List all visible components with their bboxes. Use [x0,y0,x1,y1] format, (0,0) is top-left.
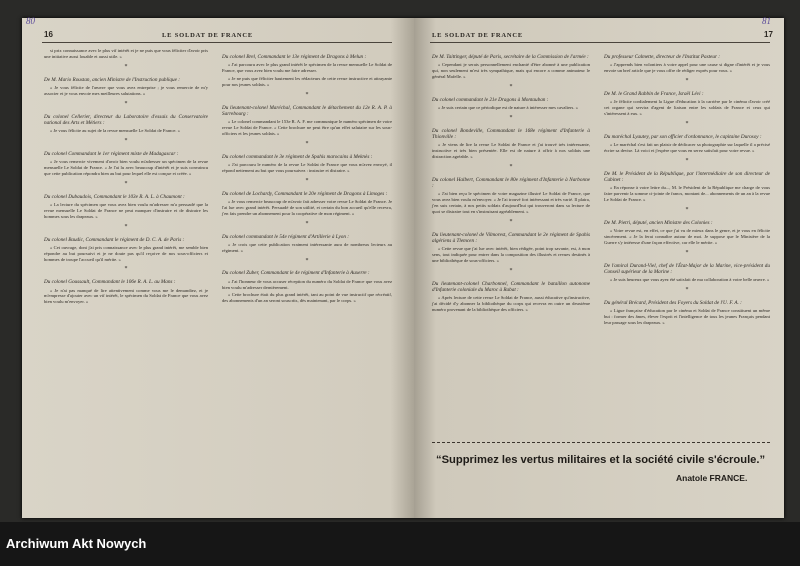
quote-divider [432,442,770,443]
section-separator: * [305,257,309,264]
section-separator: * [124,223,128,230]
section-separator: * [305,91,309,98]
section-separator: * [124,100,128,107]
letter-heading: Du colonel Goussault, Commandant le 106e R. A. L. au Mans : [44,279,176,286]
letter-paragraph: « J'ai parcouru avec le plus grand intérêt le spécimen de la revue mensuelle Le Soldat de France, que vous avez bien voulu me faire adresser. [222,62,392,74]
letter-paragraph: « Je félicite cordialement la Ligue d'éducation à la carrière par le cinéma d'avoir créé cet organe qui servira d'agent de liaison entre les soldats de France et ceux qui s'intéressent à eux. » [604,99,770,116]
letter-heading: Du professeur Calmette, directeur de l'Institut Pasteur : [604,54,720,60]
letter-paragraph: « Je vous remercie beaucoup de m'avoir fait adresser votre revue Le Soldat de France. Je l'ai lue avec grand intérêt. Persuadé de son utilité, et certain du bon accueil qu'elle recevra, j'en fais prendre un abonnement pour la coopérative de mon régiment. » [222,198,392,216]
running-head-left: LE SOLDAT DE FRANCE [162,32,253,39]
letter-paragraph: « J'ai bien reçu le spécimen de votre magazine illustré Le Soldat de France, que vous avez bien voulu m'envoyer. « Je l'ai trouvé fort intéressant et très varié. Il plaira, j'en suis certain, à nos petits soldats d'aujourd'hui qui trouveront dans sa lecture de quoi se distraire tout en s'instruisant agréablement. » [432,191,590,214]
section-separator: * [124,180,128,187]
handwritten-page-mark-left: 80 [26,16,35,26]
right-page [414,18,784,518]
letter-paragraph: « Cet ouvrage, dont j'ai pris connaissance avec le plus grand intérêt, me semble bien répondre au but poursuivi et je ne doute pas qu'il reçoive de nos sous-officiers et hommes de troupe l'accueil qu'il mérite. » [44,244,208,262]
letter-paragraph: « En réponse à votre lettre du..., M. le Président de la République me charge de vous faire parvenir la somme ci-jointe de francs, montant de... abonnements de un an à la revue Le Soldat de France. » [604,185,770,202]
letter-heading: Du lieutenant-colonel de Vilmorest, Commandant le 2e régiment de Spahis algériens à Tlemcen : [432,231,590,245]
letter-paragraph: « J'ai l'honneur de vous accuser réception du numéro du Soldat de France que vous avez bien voulu m'adresser dernièrement. [222,278,392,290]
section-separator: * [305,140,309,147]
section-separator: * [305,220,309,227]
letter-heading: De l'amiral Durand-Viel, chef de l'État-Major de la Marine, vice-président du Conseil supérieur de la Marine : [604,262,770,275]
letter-paragraph: « Je viens de lire la revue Le Soldat de France et j'ai trouvé très intéressante, instructive et très bien présentée. Elle est de nature à offrir à nos soldats une distraction agréable. » [432,142,590,160]
section-separator: * [685,249,689,256]
section-separator: * [305,177,309,184]
letter-paragraph: « J'apprends bien volontiers à votre appel pour une cause si digne d'intérêt et je vous envoie un bref article que je vous offre de rédiger exprès pour vous. » [604,62,770,74]
section-separator: * [685,157,689,164]
letter-heading: Du colonel Bondeville, Commandant le 168e régiment d'Infanterie à Thionville : [432,127,590,141]
letter-heading: De M. Pietri, député, ancien Ministre des Colonies : [604,219,713,226]
letter-heading: Du colonel commandant le 54e régiment d'Artillerie à Lyon : [222,233,350,240]
letter-paragraph: « Cette revue que j'ai lue avec intérêt, bien rédigée, point trop savante, est, à mon sens, tout indiquée pour entrer dans la composition des illustrés et revues destinés à une bibliothèque de sous-officiers. » [432,246,590,264]
letter-heading: Du colonel commandant le 21e Dragons à Montauban : [432,96,549,103]
section-separator: * [509,218,513,225]
letter-heading: Du lieutenant-colonel Maréchal, Commandant le détachement du 12e R. A. P. à Sarrebourg : [222,104,392,117]
archive-footer [0,522,800,566]
handwritten-page-mark-right: 81 [762,16,771,26]
archive-label: Archiwum Akt Nowych [6,536,147,551]
closing-quote: “Supprimez les vertus militaires et la société civile s'écroule.” [436,454,766,466]
letter-paragraph: « Cette brochure était du plus grand intérêt, tant au point de vue instructif que récréatif, des abonnements d'un an seront souscrits, dès maintenant, par le corps. » [222,292,392,304]
letter-heading: Du colonel Zuber, Commandant le 4e régiment d'Infanterie à Auxerre : [222,270,370,277]
right-page-column-2 [604,48,770,436]
letter-paragraph: « Ligue française d'éducation par le cinéma et Soldat de France constituent un même but : former des âmes, élever l'esprit et l'intelligence de tous les jeunes Français pendant leur passage sous les drapeaux. » [604,307,770,325]
magazine-spread [22,18,784,518]
header-rule-right [430,42,770,43]
header-rule-left [42,42,392,43]
letter-heading: Du colonel commandant le 3e régiment de Spahis marocains à Meknès : [222,153,373,160]
letter-heading: Du colonel de Lochardy, Commandant le 20e régiment de Dragons à Limoges : [222,190,388,197]
letter-heading: De M. le Grand Rabbin de France, Israël Lévi : [604,90,704,97]
letter-paragraph: « Cependant je serais personnellement enchanté d'être abonné à une publication qui, non seulement m'est très sympathique, mais qui encore a comme animateur le général Mafelle. » [432,62,590,80]
letter-heading: De M. Taittinger, député de Paris, secrétaire de la Commission de l'armée : [432,54,589,60]
section-separator: * [124,266,128,273]
running-head-right: LE SOLDAT DE FRANCE [432,32,523,39]
left-page-column-2 [222,48,392,510]
page-number-left: 16 [44,30,53,39]
right-page-column-1 [432,48,590,436]
section-separator: * [509,163,513,170]
letter-paragraph: « Je suis certain que ce périodique est de nature à intéresser mes cavaliers. » [438,105,578,111]
letter-heading: Du lieutenant-colonel Charbonnel, Commandant le bataillon autonome d'Infanterie coloniale du Maroc à Rabat : [432,280,590,294]
letter-paragraph: « Le colonel commandant le 153e R. A. F. me communique le numéro spécimen de votre revue Le Soldat de France. « Cette brochure ne peut être qu'un effet salutaire sur les sous-officiers et les jeunes soldats. » [222,119,392,136]
left-page [22,18,414,518]
section-separator: * [509,267,513,274]
letter-paragraph: « J'ai parcouru le numéro de la revue Le Soldat de France que vous m'avez envoyé, il répond nettement au but que vous poursuivez : instruire et distraire. » [222,161,392,173]
letter-heading: Du maréchal Lyautey, par son officier d'ordonnance, le capitaine Durosoy : [604,133,762,140]
page-number-right: 17 [764,30,773,39]
letter-paragraph: si prix connaissance avec le plus vif intérêt et je ne puis que vous féliciter d'avoir pris une initiative aussi louable et aussi utile. » [44,48,208,59]
section-separator: * [509,83,513,90]
letter-paragraph: « Je vous félicite au sujet de la revue mensuelle Le Soldat de France. » [50,128,180,134]
letter-heading: De M. Mario Roustan, ancien Ministre de l'Instruction publique : [44,76,180,83]
letter-paragraph: « Je n'ai pas manqué de lire attentivement comme vous me le demandiez, et je m'empresse d'ajouter avec un vif intérêt, le spécimen du Soldat de France que vous avez bien voulu m'envoyer. » [44,287,208,305]
section-separator: * [685,120,689,127]
letter-paragraph: « Je suis heureux que vous ayez été satisfait de ma collaboration à votre belle œuvre. » [610,276,770,282]
section-separator: * [685,78,689,85]
letter-paragraph: « Je crois que cette publication vraiment intéressante aura de nombreux lecteurs au régiment. » [222,241,392,253]
letter-heading: Du colonel Baudic, Commandant le régiment de D. C. A. de Paris : [44,236,185,243]
letter-paragraph: « Je vous remercie vivement d'avoir bien voulu m'adresser un spécimen de la revue mensuelle Le Soldat de France. « Je l'ai lu avec beaucoup d'intérêt et je suis convaincu que cette publication répondra bien au but pour lequel elle est conçue et créée. » [44,159,208,176]
section-separator: * [685,206,689,213]
left-page-column-1 [44,48,208,510]
section-separator: * [124,137,128,144]
letter-heading: De M. le Président de la République, par l'intermédiaire de son directeur de Cabinet : [604,170,770,183]
letter-paragraph: « Je ne puis que féliciter hautement les rédacteurs de cette revue instructive et attrayante pour nos jeunes soldats. » [222,76,392,87]
letter-heading: Du colonel Brel, Commandant le 13e régiment de Dragons à Melun : [222,54,367,60]
letter-paragraph: « Le maréchal s'est fait un plaisir de dédicacer sa photographie sur laquelle il a précisé écrire sa devise. Là voici et j'espère que vous en serez satisfait pour votre revue. » [604,141,770,153]
section-separator: * [685,286,689,293]
letter-paragraph: « La lecture du spécimen que vous avez bien voulu m'adresser m'a persuadé que la revue mensuelle Le Soldat de France ne peut manquer d'instruire et de distraire les hommes sous les drapeaux. » [44,201,208,219]
letter-paragraph: « Je vous félicite de l'œuvre que vous avez entreprise ; je vous remercie de m'y associer et je vous envoie mes meilleures salutations. » [44,84,208,96]
section-separator: * [509,114,513,121]
letter-heading: Du colonel Dubaudois, Commandant le 103e R. A. L. à Chaumont : [44,193,185,200]
letter-paragraph: « Après lecture de cette revue Le Soldat de France, aussi éducative qu'instructive, j'ai décidé d'y abonner la bibliothèque du corps qui recevra en outre un deuxième numéro provenant de la bibliothèque des officiers. » [432,295,590,313]
letter-heading: Du général Brécard, Président des Foyers du Soldat de l'U. F. A. : [604,299,742,306]
letter-heading: Du colonel Commandant le 1er régiment mixte de Madagascar : [44,150,179,157]
letter-heading: Du colonel Cellerier, directeur du Laboratoire d'essais du Conservatoire national des Arts et Métiers : [44,113,208,126]
quote-author: Anatole FRANCE. [676,473,748,483]
letter-paragraph: « Votre revue est, en effet, ce que j'ai vu de mieux dans le genre, et je vous en félicite sincèrement. « Je la ferai connaître autour de moi. Je suppose que le Ministère de la Guerre s'y intéresse d'une façon effective, car elle le mérite. » [604,227,770,245]
section-separator: * [124,63,128,70]
letter-heading: Du colonel Halbert, Commandant le 80e régiment d'Infanterie à Narbonne : [432,176,590,190]
